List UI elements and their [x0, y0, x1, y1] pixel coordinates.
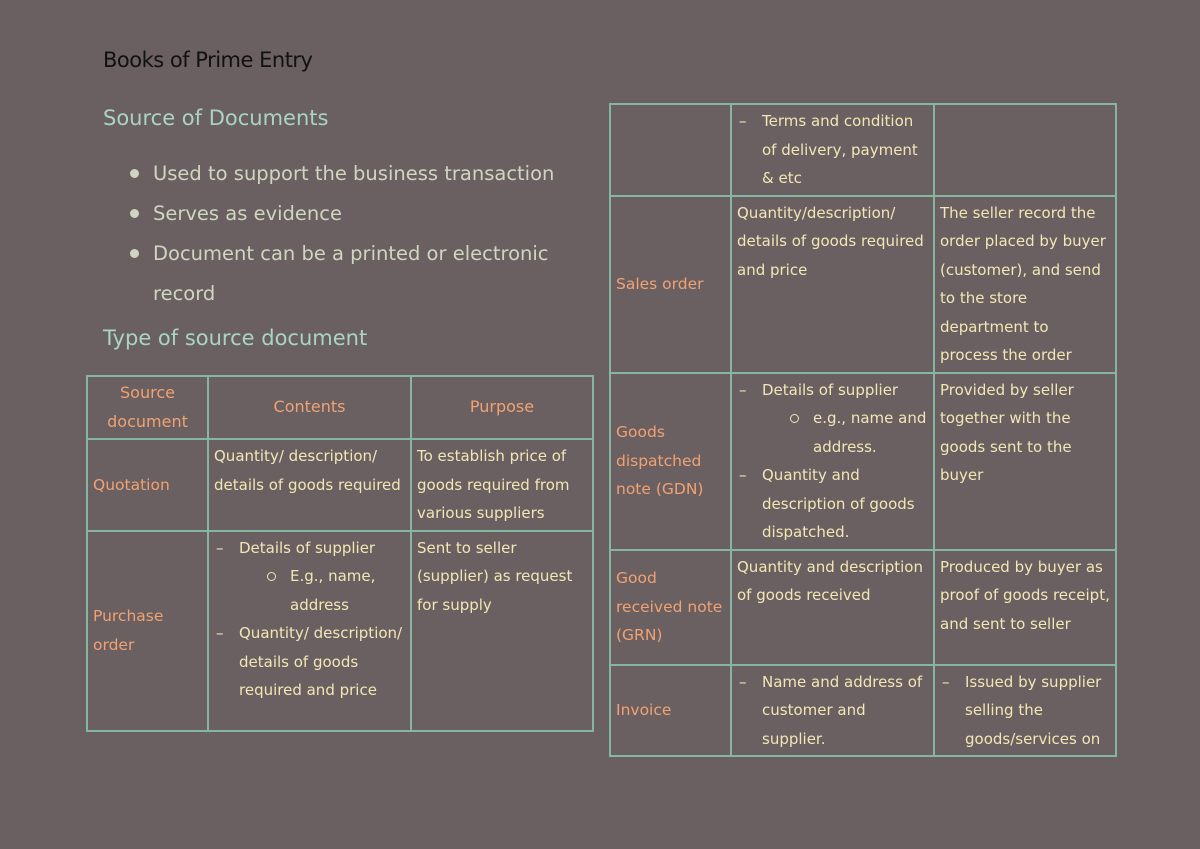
list-item: – Quantity/ description/ details of goods required and price: [214, 619, 405, 705]
list-item: – Details of supplier E.g., name, address: [214, 534, 405, 620]
continued-label: [610, 104, 731, 196]
invoice-purpose: [934, 665, 1116, 757]
bullet-item: Document can be a printed or electronic record: [128, 234, 558, 314]
grn-contents: Quantity and description of goods received: [731, 550, 934, 665]
gdn-contents: [731, 373, 934, 550]
table-row-invoice: [610, 665, 1116, 757]
list-item: E.g., name, address: [239, 562, 405, 619]
gdn-purpose: Provided by seller together with the goods sent to the buyer: [934, 373, 1116, 550]
list-item: – Terms and condition of delivery, payment & etc: [737, 107, 928, 193]
row-label-invoice: Invoice: [610, 665, 731, 757]
table-row-quotation: [87, 439, 593, 531]
list-item: – Name and address of customer and supplier.: [737, 668, 928, 754]
header-contents: Contents: [208, 376, 411, 439]
row-label-grn: Good received note (GRN): [610, 550, 731, 665]
source-document-table-left: [86, 375, 594, 732]
quotation-contents: Quantity/ description/ details of goods required: [208, 439, 411, 531]
bullet-item: Serves as evidence: [128, 194, 558, 234]
list-item: e.g., name and address.: [762, 404, 928, 461]
row-label-gdn: Goods dispatched note (GDN): [610, 373, 731, 550]
invoice-contents: [731, 665, 934, 757]
sales-order-contents: Quantity/description/ details of goods required and price: [731, 196, 934, 373]
table-row-sales-order: [610, 196, 1116, 373]
header-source-document: Source document: [87, 376, 208, 439]
purchase-order-contents: [208, 531, 411, 731]
header-purpose: Purpose: [411, 376, 593, 439]
page-title: Books of Prime Entry: [103, 48, 313, 72]
list-item: – Quantity and description of goods dispatched.: [737, 461, 928, 547]
grn-purpose: Produced by buyer as proof of goods receipt, and sent to seller: [934, 550, 1116, 665]
list-item: – Details of supplier e.g., name and address.: [737, 376, 928, 462]
purchase-order-purpose: Sent to seller (supplier) as request for supply: [411, 531, 593, 731]
source-document-table-right: [609, 103, 1117, 757]
table-row-continued: [610, 104, 1116, 196]
bullet-item: Used to support the business transaction: [128, 154, 558, 194]
continued-purpose: [934, 104, 1116, 196]
table-row-gdn: [610, 373, 1116, 550]
row-label-purchase-order: Purchase order: [87, 531, 208, 731]
row-label-sales-order: Sales order: [610, 196, 731, 373]
sales-order-purpose: The seller record the order placed by buyer (customer), and send to the store department to process the order: [934, 196, 1116, 373]
table-row-purchase-order: [87, 531, 593, 731]
section-heading-type-of-source-document: Type of source document: [103, 326, 368, 350]
list-item: – Issued by supplier selling the goods/services on: [940, 668, 1110, 754]
continued-contents: [731, 104, 934, 196]
row-label-quotation: Quotation: [87, 439, 208, 531]
table-header-row: [87, 376, 593, 439]
section-heading-source-of-documents: Source of Documents: [103, 106, 329, 130]
source-documents-bullet-list: [128, 154, 558, 314]
table-row-grn: [610, 550, 1116, 665]
quotation-purpose: To establish price of goods required from various suppliers: [411, 439, 593, 531]
